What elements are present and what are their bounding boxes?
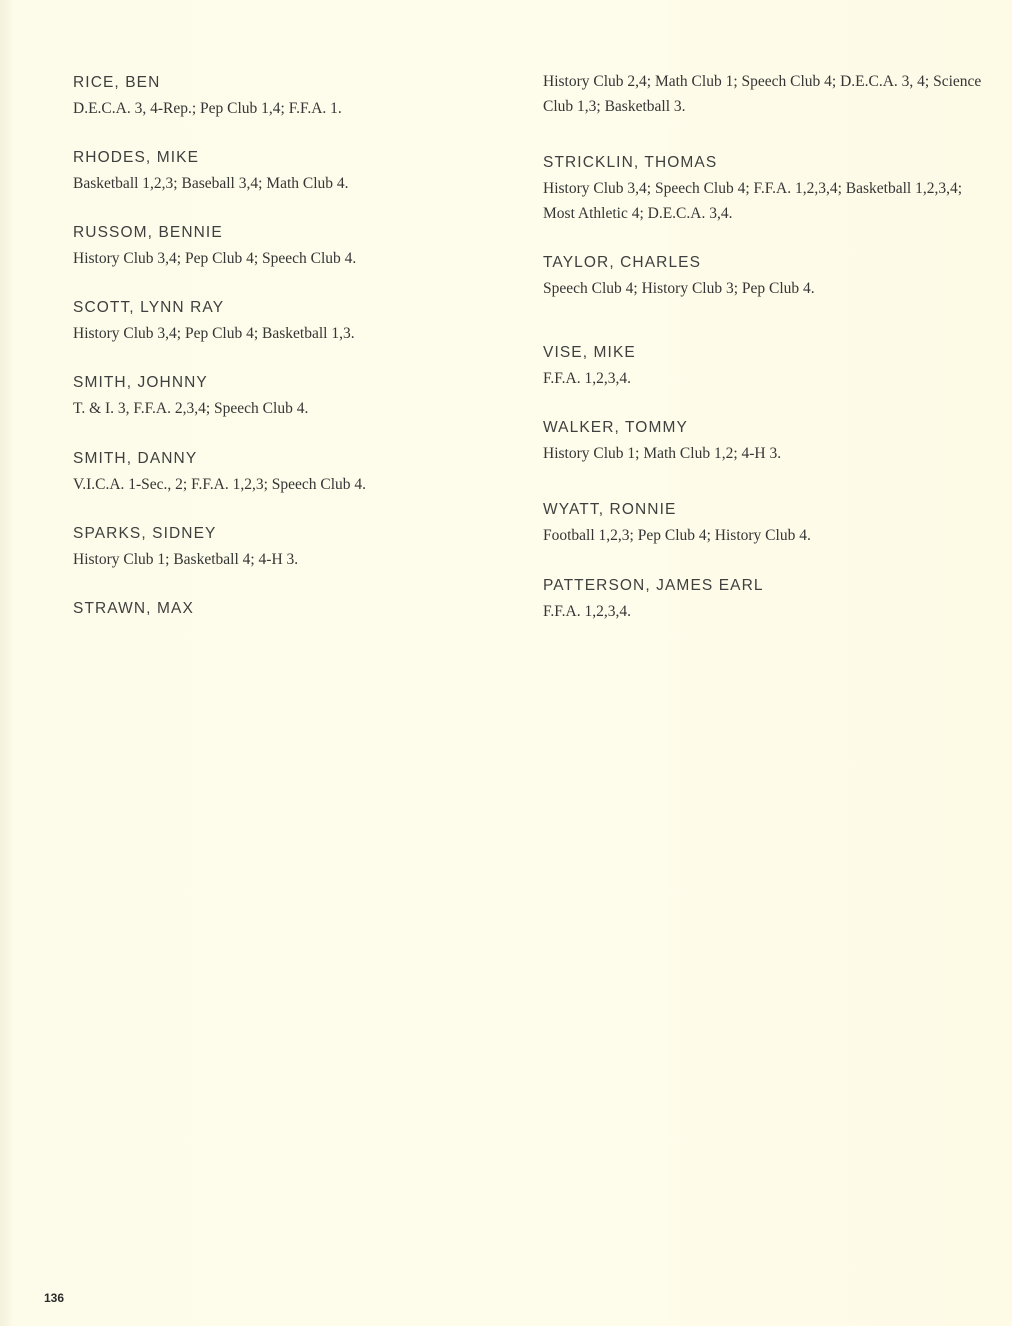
student-name: SMITH, DANNY	[73, 450, 198, 467]
student-name: TAYLOR, CHARLES	[543, 254, 702, 271]
senior-entry	[73, 372, 493, 421]
senior-entry	[73, 72, 493, 121]
senior-entry	[73, 448, 493, 497]
student-activities: History Club 1; Basketball 4; 4-H 3.	[73, 551, 299, 568]
student-activities: D.E.C.A. 3, 4-Rep.; Pep Club 1,4; F.F.A. 1.	[73, 100, 342, 117]
student-activities: F.F.A. 1,2,3,4.	[543, 603, 631, 620]
student-name: SCOTT, LYNN RAY	[73, 299, 225, 316]
senior-entry	[73, 147, 493, 196]
senior-entry	[543, 499, 983, 548]
student-activities: History Club 2,4; Math Club 1; Speech Club 4; D.E.C.A. 3, 4; Science Club 1,3; Basketball 3.	[543, 73, 982, 115]
student-activities: History Club 3,4; Pep Club 4; Speech Club 4.	[73, 250, 357, 267]
student-activities: F.F.A. 1,2,3,4.	[543, 370, 631, 387]
senior-entry	[73, 523, 493, 572]
student-activities: Speech Club 4; History Club 3; Pep Club 4.	[543, 280, 815, 297]
senior-entry	[73, 598, 493, 622]
student-name: RICE, BEN	[73, 74, 161, 91]
senior-entry	[543, 252, 983, 301]
student-name: WYATT, RONNIE	[543, 501, 677, 518]
page-number: 136	[44, 1291, 65, 1305]
student-name: STRAWN, MAX	[73, 600, 194, 617]
student-name: PATTERSON, JAMES EARL	[543, 577, 764, 594]
student-name: RHODES, MIKE	[73, 149, 200, 166]
student-name: RUSSOM, BENNIE	[73, 224, 223, 241]
student-activities: T. & I. 3, F.F.A. 2,3,4; Speech Club 4.	[73, 400, 309, 417]
senior-entry	[543, 342, 983, 391]
student-activities: V.I.C.A. 1-Sec., 2; F.F.A. 1,2,3; Speech Club 4.	[73, 476, 367, 493]
senior-entry	[543, 152, 983, 226]
student-activities: History Club 1; Math Club 1,2; 4-H 3.	[543, 445, 782, 462]
student-activities: Basketball 1,2,3; Baseball 3,4; Math Club 4.	[73, 175, 349, 192]
student-name: SMITH, JOHNNY	[73, 374, 208, 391]
student-name: WALKER, TOMMY	[543, 419, 688, 436]
senior-entry	[543, 417, 983, 466]
student-activities: History Club 3,4; Pep Club 4; Basketball 1,3.	[73, 325, 355, 342]
student-activities: History Club 3,4; Speech Club 4; F.F.A. 1,2,3,4; Basketball 1,2,3,4; Most Athletic 4; D.E.C.A. 3,4.	[543, 180, 963, 222]
student-name: SPARKS, SIDNEY	[73, 525, 217, 542]
student-name: VISE, MIKE	[543, 344, 636, 361]
senior-entry	[73, 222, 493, 271]
senior-entry	[73, 297, 493, 346]
student-name: STRICKLIN, THOMAS	[543, 154, 718, 171]
senior-entry	[543, 575, 983, 624]
senior-entry-continued	[543, 69, 983, 119]
student-activities: Football 1,2,3; Pep Club 4; History Club 4.	[543, 527, 811, 544]
